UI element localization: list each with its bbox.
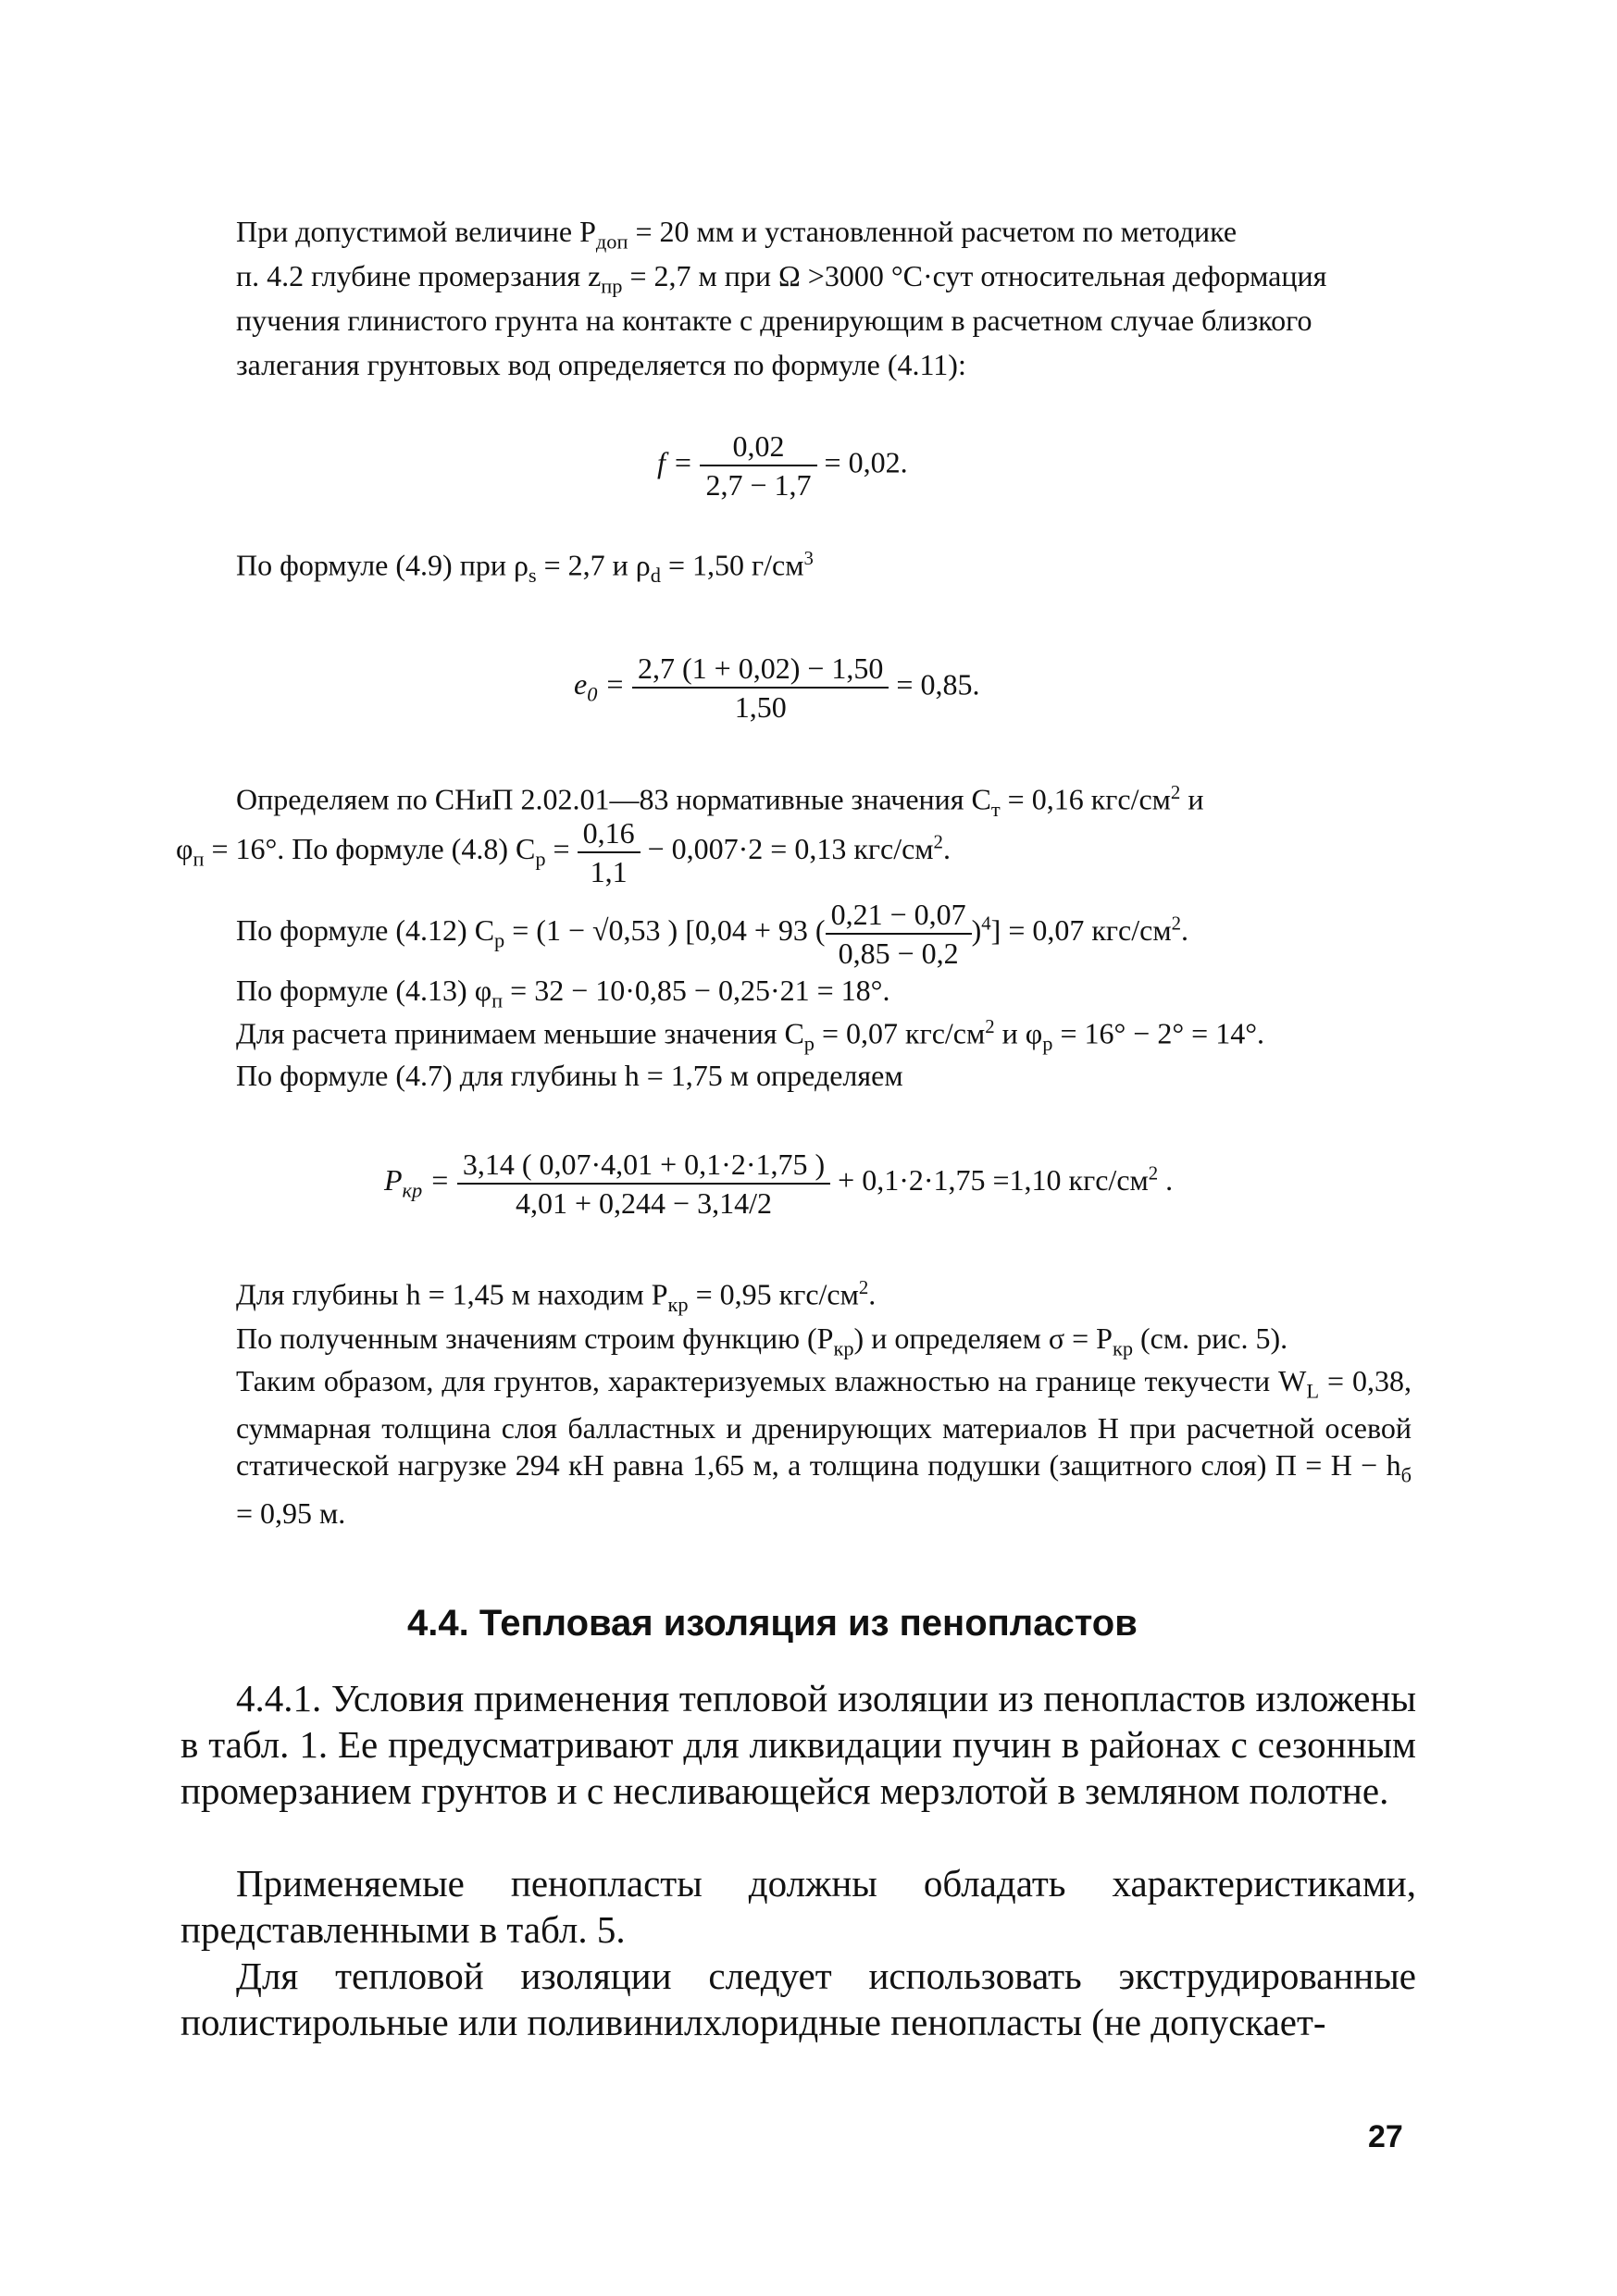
denominator: 2,7 − 1,7	[705, 468, 812, 502]
equation-e0	[574, 650, 979, 726]
fraction	[457, 1146, 830, 1222]
equation-rhs: + 0,1·2·1,75 =1,10 кгс/$см^2$ .	[838, 1162, 1174, 1198]
text-line-depth-145: Для глубины h = 1,45 м находим $P_{кр} = 0,95$ кгс/$см^2$.	[236, 1277, 877, 1317]
text-line: пучения глинистого грунта на контакте с дренирующим в расчетном случае близкого	[236, 304, 1312, 337]
numerator: 0,02	[700, 428, 816, 466]
numerator: 0,16	[578, 814, 641, 853]
fraction	[632, 650, 889, 726]
paragraph-thermal	[180, 1953, 1416, 2045]
fraction	[578, 814, 641, 890]
section-heading: 4.4. Тепловая изоляция из пенопластов	[407, 1603, 1138, 1644]
text-line-calc-values: Для расчета принимаем меньшие значения $C_p = 0,07$ кгс/$см^2$ и $\varphi_p = 16^\circ - 2^\circ = 14^\circ$.	[236, 1016, 1264, 1056]
denominator: 0,85 − 0,2	[838, 937, 959, 970]
formula-prefix: $\varphi_п = 16^\circ$. По формуле (4.8) $C_p$ =	[176, 832, 570, 871]
equation-rhs: = 0,85.	[896, 667, 980, 701]
text-line: залегания грунтовых вод определяется по формуле (4.11):	[236, 348, 966, 381]
paragraph-summary: Таким образом, для грунтов, характеризуемых влажностью на границе текучести $W_L = 0,38$, суммарная толщина слоя балластных и дренирующих материалов H при расчетной осевой статической нагрузке 294 кН равна 1,65 м, а толщина подушки (защитного слоя) $П = H - h_б = 0,95$ м.	[236, 1364, 1412, 1530]
text-line: При допустимой величине $P_{доп} = 20$ мм и установленной расчетом по методике	[236, 215, 1238, 254]
equation-rhs: = 0,02.	[824, 445, 908, 479]
paragraph-foam	[180, 1860, 1416, 1953]
equation-lhs: $P_{кр}$ =	[384, 1163, 450, 1202]
equation-f	[657, 428, 908, 503]
text-line-formula-412	[236, 896, 1188, 972]
numerator: 3,14 ( 0,07·4,01 + 0,1·2·1,75 )	[457, 1146, 830, 1185]
denominator: 4,01 + 0,244 − 3,14/2	[515, 1186, 772, 1220]
denominator: 1,1	[590, 855, 628, 888]
text-line-formula-47: По формуле (4.7) для глубины h = 1,75 м определяем	[236, 1059, 903, 1092]
equation-lhs: $e_0$ =	[574, 667, 625, 706]
paragraph-permissible-deformation	[236, 209, 1412, 387]
paragraph-text: 4.4.1. Условия применения тепловой изоляции из пенопластов изложены в табл. 1. Ее предусматривают для ликвидации пучин в районах с сезонным промерзанием грунтов и с несливающейся мерзлотой в земляном полотне.	[180, 1677, 1416, 1812]
text-line-formula-413: По формуле (4.13) $\varphi_п = 32 - 10\cdot 0,85 - 0,25\cdot 21 = 18^\circ$.	[236, 974, 890, 1012]
page-number: 27	[1368, 2119, 1403, 2154]
text-line-formula-49: По формуле (4.9) при $\rho_s = 2,7$ и $\rho_d = 1,50$ $г/см^3$	[236, 548, 814, 588]
paragraph-text: Для тепловой изоляции следует использовать экструдированные полистирольные или поливинилхлоридные пенопласты (не допускает-	[180, 1955, 1416, 2043]
equation-pkr	[384, 1146, 1173, 1222]
text-line-function: По полученным значениям строим функцию $(P_{кр})$ и определяем $\sigma = P_{кр}$ (см. рис. 5).	[236, 1322, 1288, 1360]
text-line: п. 4.2 глубине промерзания $z_{пр} = 2,7$ м при Ω >3000 °С·сут относительная деформация	[236, 259, 1327, 298]
text-line-formula-48	[176, 814, 951, 890]
fraction	[826, 896, 972, 972]
fraction	[700, 428, 816, 503]
text-line-snip-values: Определяем по СНиП 2.02.01—83 нормативные значения $C_т = 0,16$ кгс/$см^2$ и	[236, 782, 1204, 822]
paragraph-text: Применяемые пенопласты должны обладать характеристиками, представленными в табл. 5.	[180, 1862, 1416, 1951]
equation-lhs: f =	[657, 445, 693, 479]
formula-suffix: − 0,007·2 = 0,13 кгс/$см^2$.	[647, 831, 951, 866]
denominator: 1,50	[734, 690, 787, 724]
numerator: 0,21 − 0,07	[826, 896, 972, 935]
formula-suffix: )$^4$] = 0,07 кгс/$см^2$.	[971, 912, 1188, 948]
formula-prefix: По формуле (4.12) $C_p = (1 - √0,53$ ) [0,04 + 93 (	[236, 913, 826, 952]
numerator: 2,7 (1 + 0,02) − 1,50	[632, 650, 889, 689]
paragraph-441	[180, 1675, 1416, 1814]
